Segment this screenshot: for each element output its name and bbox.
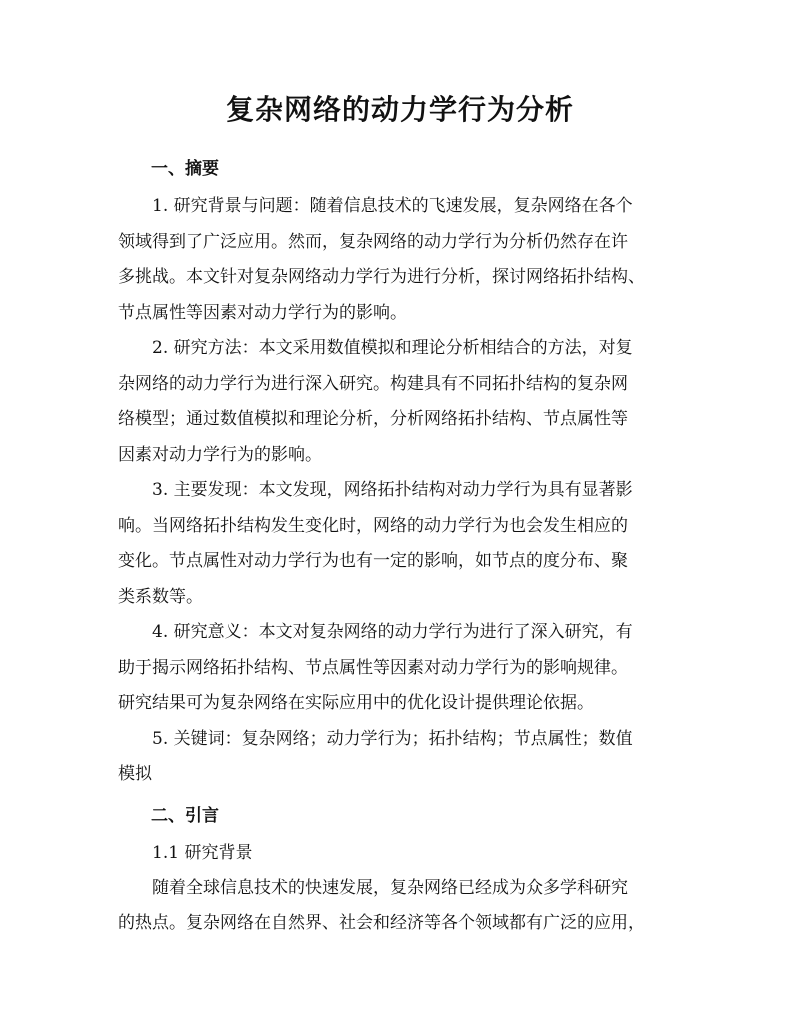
text-line: 多挑战。本文针对复杂网络动力学行为进行分析，探讨网络拓扑结构、 xyxy=(118,267,645,287)
text-line: 5. 关键词：复杂网络；动力学行为；拓扑结构；节点属性；数值 xyxy=(152,728,633,749)
text-line: 1. 研究背景与问题：随着信息技术的飞速发展，复杂网络在各个 xyxy=(152,196,633,216)
section-heading-introduction: 二、引言 xyxy=(151,805,219,826)
introduction-paragraph xyxy=(118,871,682,942)
text-line: 模拟 xyxy=(118,764,152,784)
text-line: 研究结果可为复杂网络在实际应用中的优化设计提供理论依据。 xyxy=(118,693,594,713)
text-line: 类系数等。 xyxy=(118,586,203,607)
abstract-paragraph-significance xyxy=(118,615,682,722)
abstract-paragraph-background xyxy=(118,189,682,331)
spacer xyxy=(118,793,682,801)
abstract-paragraph-keywords xyxy=(118,722,682,793)
text-line: 4. 研究意义：本文对复杂网络的动力学行为进行了深入研究，有 xyxy=(152,622,633,642)
abstract-paragraph-method xyxy=(118,331,682,473)
text-line: 络模型；通过数值模拟和理论分析，分析网络拓扑结构、节点属性等 xyxy=(118,409,628,429)
text-line: 2. 研究方法：本文采用数值模拟和理论分析相结合的方法，对复 xyxy=(152,338,633,358)
text-line: 3. 主要发现：本文发现，网络拓扑结构对动力学行为具有显著影 xyxy=(152,480,633,500)
text-line: 领域得到了广泛应用。然而，复杂网络的动力学行为分析仍然存在许 xyxy=(118,231,628,252)
text-line: 响。当网络拓扑结构发生变化时，网络的动力学行为也会发生相应的 xyxy=(118,515,628,536)
text-line: 因素对动力学行为的影响。 xyxy=(118,444,322,465)
section-heading-abstract: 一、摘要 xyxy=(151,159,219,179)
text-line: 的热点。复杂网络在自然界、社会和经济等各个领域都有广泛的应用， xyxy=(118,913,645,933)
text-line: 节点属性等因素对动力学行为的影响。 xyxy=(118,302,407,323)
abstract-paragraph-findings xyxy=(118,473,682,615)
text-line: 变化。节点属性对动力学行为也有一定的影响，如节点的度分布、聚 xyxy=(118,551,628,571)
subsection-heading-research-background: 1.1 研究背景 xyxy=(152,842,253,863)
document-title: 复杂网络的动力学行为分析 xyxy=(225,93,574,126)
text-line: 杂网络的动力学行为进行深入研究。构建具有不同拓扑结构的复杂网 xyxy=(118,373,628,394)
text-line: 随着全球信息技术的快速发展，复杂网络已经成为众多学科研究 xyxy=(152,877,628,898)
text-line: 助于揭示网络拓扑结构、节点属性等因素对动力学行为的影响规律。 xyxy=(118,657,628,678)
